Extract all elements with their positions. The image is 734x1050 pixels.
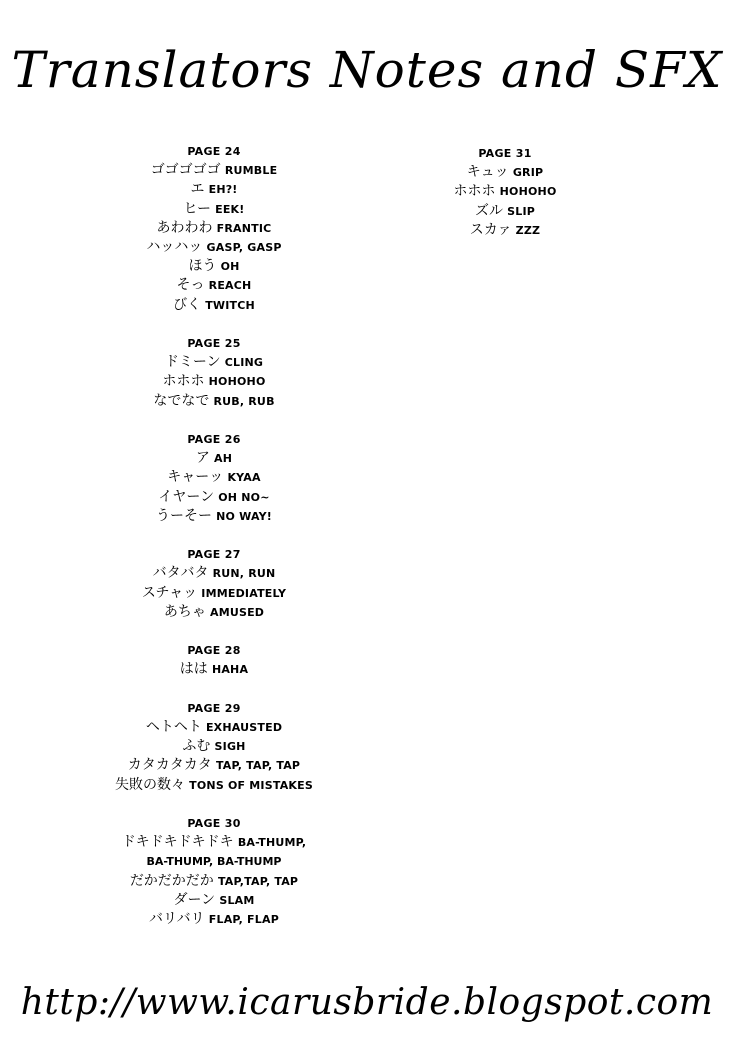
sfx-entry [90,219,338,238]
sfx-section [90,814,338,929]
sfx-translation: RUB, RUB [213,394,275,408]
sfx-entry [90,660,338,679]
sfx-translation: EXHAUSTED [205,721,283,735]
sfx-translation: FLAP, FLAP [208,913,279,927]
sfx-japanese: ドキドキドキドキ [121,834,234,851]
sfx-translation: SIGH [214,740,246,754]
sfx-section [90,641,338,679]
sfx-japanese: イヤーン [158,488,215,505]
sfx-japanese: あわわわ [156,219,213,236]
sfx-entry [90,737,338,756]
sfx-japanese: ハッハッ [146,239,203,256]
sfx-entry [90,180,338,199]
sfx-entry [90,564,338,583]
sfx-translation: KYAA [227,471,261,485]
sfx-translation: OH [220,260,240,274]
sfx-translation: RUN, RUN [212,567,276,581]
sfx-translation: HOHOHO [499,185,557,199]
sfx-column-left [90,142,338,948]
sfx-translation: IMMEDIATELY [201,586,287,600]
sfx-japanese: うーそー [155,507,212,524]
sfx-translation: ZZZ [515,223,541,237]
sfx-translation: TONS OF MISTAKES [189,778,313,792]
sfx-japanese: ドミーン [164,354,221,371]
sfx-japanese: キュッ [466,164,509,181]
sfx-translation: HAHA [211,663,249,677]
sfx-japanese: ア [195,450,210,467]
sfx-japanese: キャーッ [167,469,224,486]
sfx-entry [90,584,338,603]
sfx-japanese: エ [190,181,205,198]
sfx-entry [400,163,610,182]
sfx-column-right [400,144,610,259]
sfx-section [90,430,338,526]
sfx-entry [90,891,338,910]
sfx-japanese: バリバリ [149,911,205,928]
sfx-translation: TAP, TAP, TAP [215,759,301,773]
sfx-translation-continued: BA-THUMP, BA-THUMP [146,855,282,869]
sfx-section [90,142,338,315]
sfx-section [90,545,338,622]
sfx-translation: TWITCH [205,298,255,312]
sfx-japanese: バタバタ [152,565,209,582]
sfx-japanese: ダーン [173,891,216,908]
sfx-entry [90,200,338,219]
sfx-japanese: ゴゴゴゴゴ [150,162,221,179]
page-label: PAGE 24 [187,145,241,158]
page-label: PAGE 27 [187,548,241,562]
sfx-translation: FRANTIC [216,221,272,235]
sfx-translation: SLIP [507,204,536,218]
sfx-entry [90,392,338,411]
sfx-entry [90,468,338,487]
sfx-japanese: ヘトヘト [145,719,202,736]
sfx-translation: REACH [208,279,252,293]
sfx-japanese: ホホホ [162,373,205,390]
sfx-entry [90,756,338,775]
sfx-translation: NO WAY! [216,509,272,523]
sfx-translation: CLING [224,356,264,370]
sfx-japanese: ほう [188,258,217,275]
sfx-entry [90,872,338,891]
sfx-japanese: スチャッ [141,584,198,601]
sfx-japanese: そっ [176,277,205,294]
sfx-translation: AMUSED [209,605,265,619]
sfx-translation: BA-THUMP, [237,836,307,850]
sfx-japanese: カタカタカタ [127,757,212,774]
sfx-japanese: スカァ [469,221,512,238]
sfx-translation: SLAM [219,893,255,907]
sfx-entry [400,202,610,221]
sfx-entry [90,833,338,852]
sfx-translation: GRIP [512,166,544,180]
sfx-japanese: なでなで [153,392,210,409]
sfx-translation: EH?! [208,183,238,197]
sfx-translation: TAP,TAP, TAP [217,874,299,888]
page-title: Translators Notes and SFX [11,41,723,99]
sfx-entry [90,603,338,622]
sfx-entry [90,488,338,507]
sfx-entry [90,353,338,372]
sfx-japanese: ホホホ [453,183,496,200]
sfx-entry [90,718,338,737]
sfx-entry [90,372,338,391]
sfx-translation: GASP, GASP [206,241,282,255]
sfx-section [400,144,610,240]
sfx-entry [90,161,338,180]
page-label: PAGE 26 [187,433,241,447]
page-label: PAGE 25 [187,337,241,351]
page-label: PAGE 31 [478,147,532,160]
sfx-japanese: 失敗の数々 [115,776,186,793]
page-label: PAGE 29 [187,701,241,715]
page-label: PAGE 28 [187,644,241,658]
sfx-entry [90,507,338,526]
sfx-japanese: だかだかだか [129,872,214,889]
page-label: PAGE 30 [187,817,241,831]
sfx-translation: OH NO~ [218,490,270,504]
footer-url: http://www.icarusbride.blogspot.com [20,982,714,1023]
sfx-translation: AH [214,452,233,466]
sfx-japanese: びく [173,296,202,313]
sfx-japanese: ヒー [183,200,211,217]
sfx-entry [90,776,338,795]
sfx-japanese: はは [179,661,208,678]
sfx-entry [90,276,338,295]
sfx-section [90,334,338,411]
sfx-entry [400,182,610,201]
sfx-japanese: あちゃ [163,603,206,620]
sfx-japanese: ズル [474,202,503,219]
sfx-entry [90,257,338,276]
sfx-section [90,699,338,795]
sfx-entry [400,221,610,240]
sfx-translation: RUMBLE [224,164,278,178]
sfx-translation: EEK! [215,202,245,216]
sfx-entry [90,449,338,468]
sfx-entry [90,910,338,929]
sfx-japanese: ふむ [182,738,211,755]
sfx-entry [90,296,338,315]
sfx-translation: HOHOHO [208,375,266,389]
sfx-entry [90,238,338,257]
